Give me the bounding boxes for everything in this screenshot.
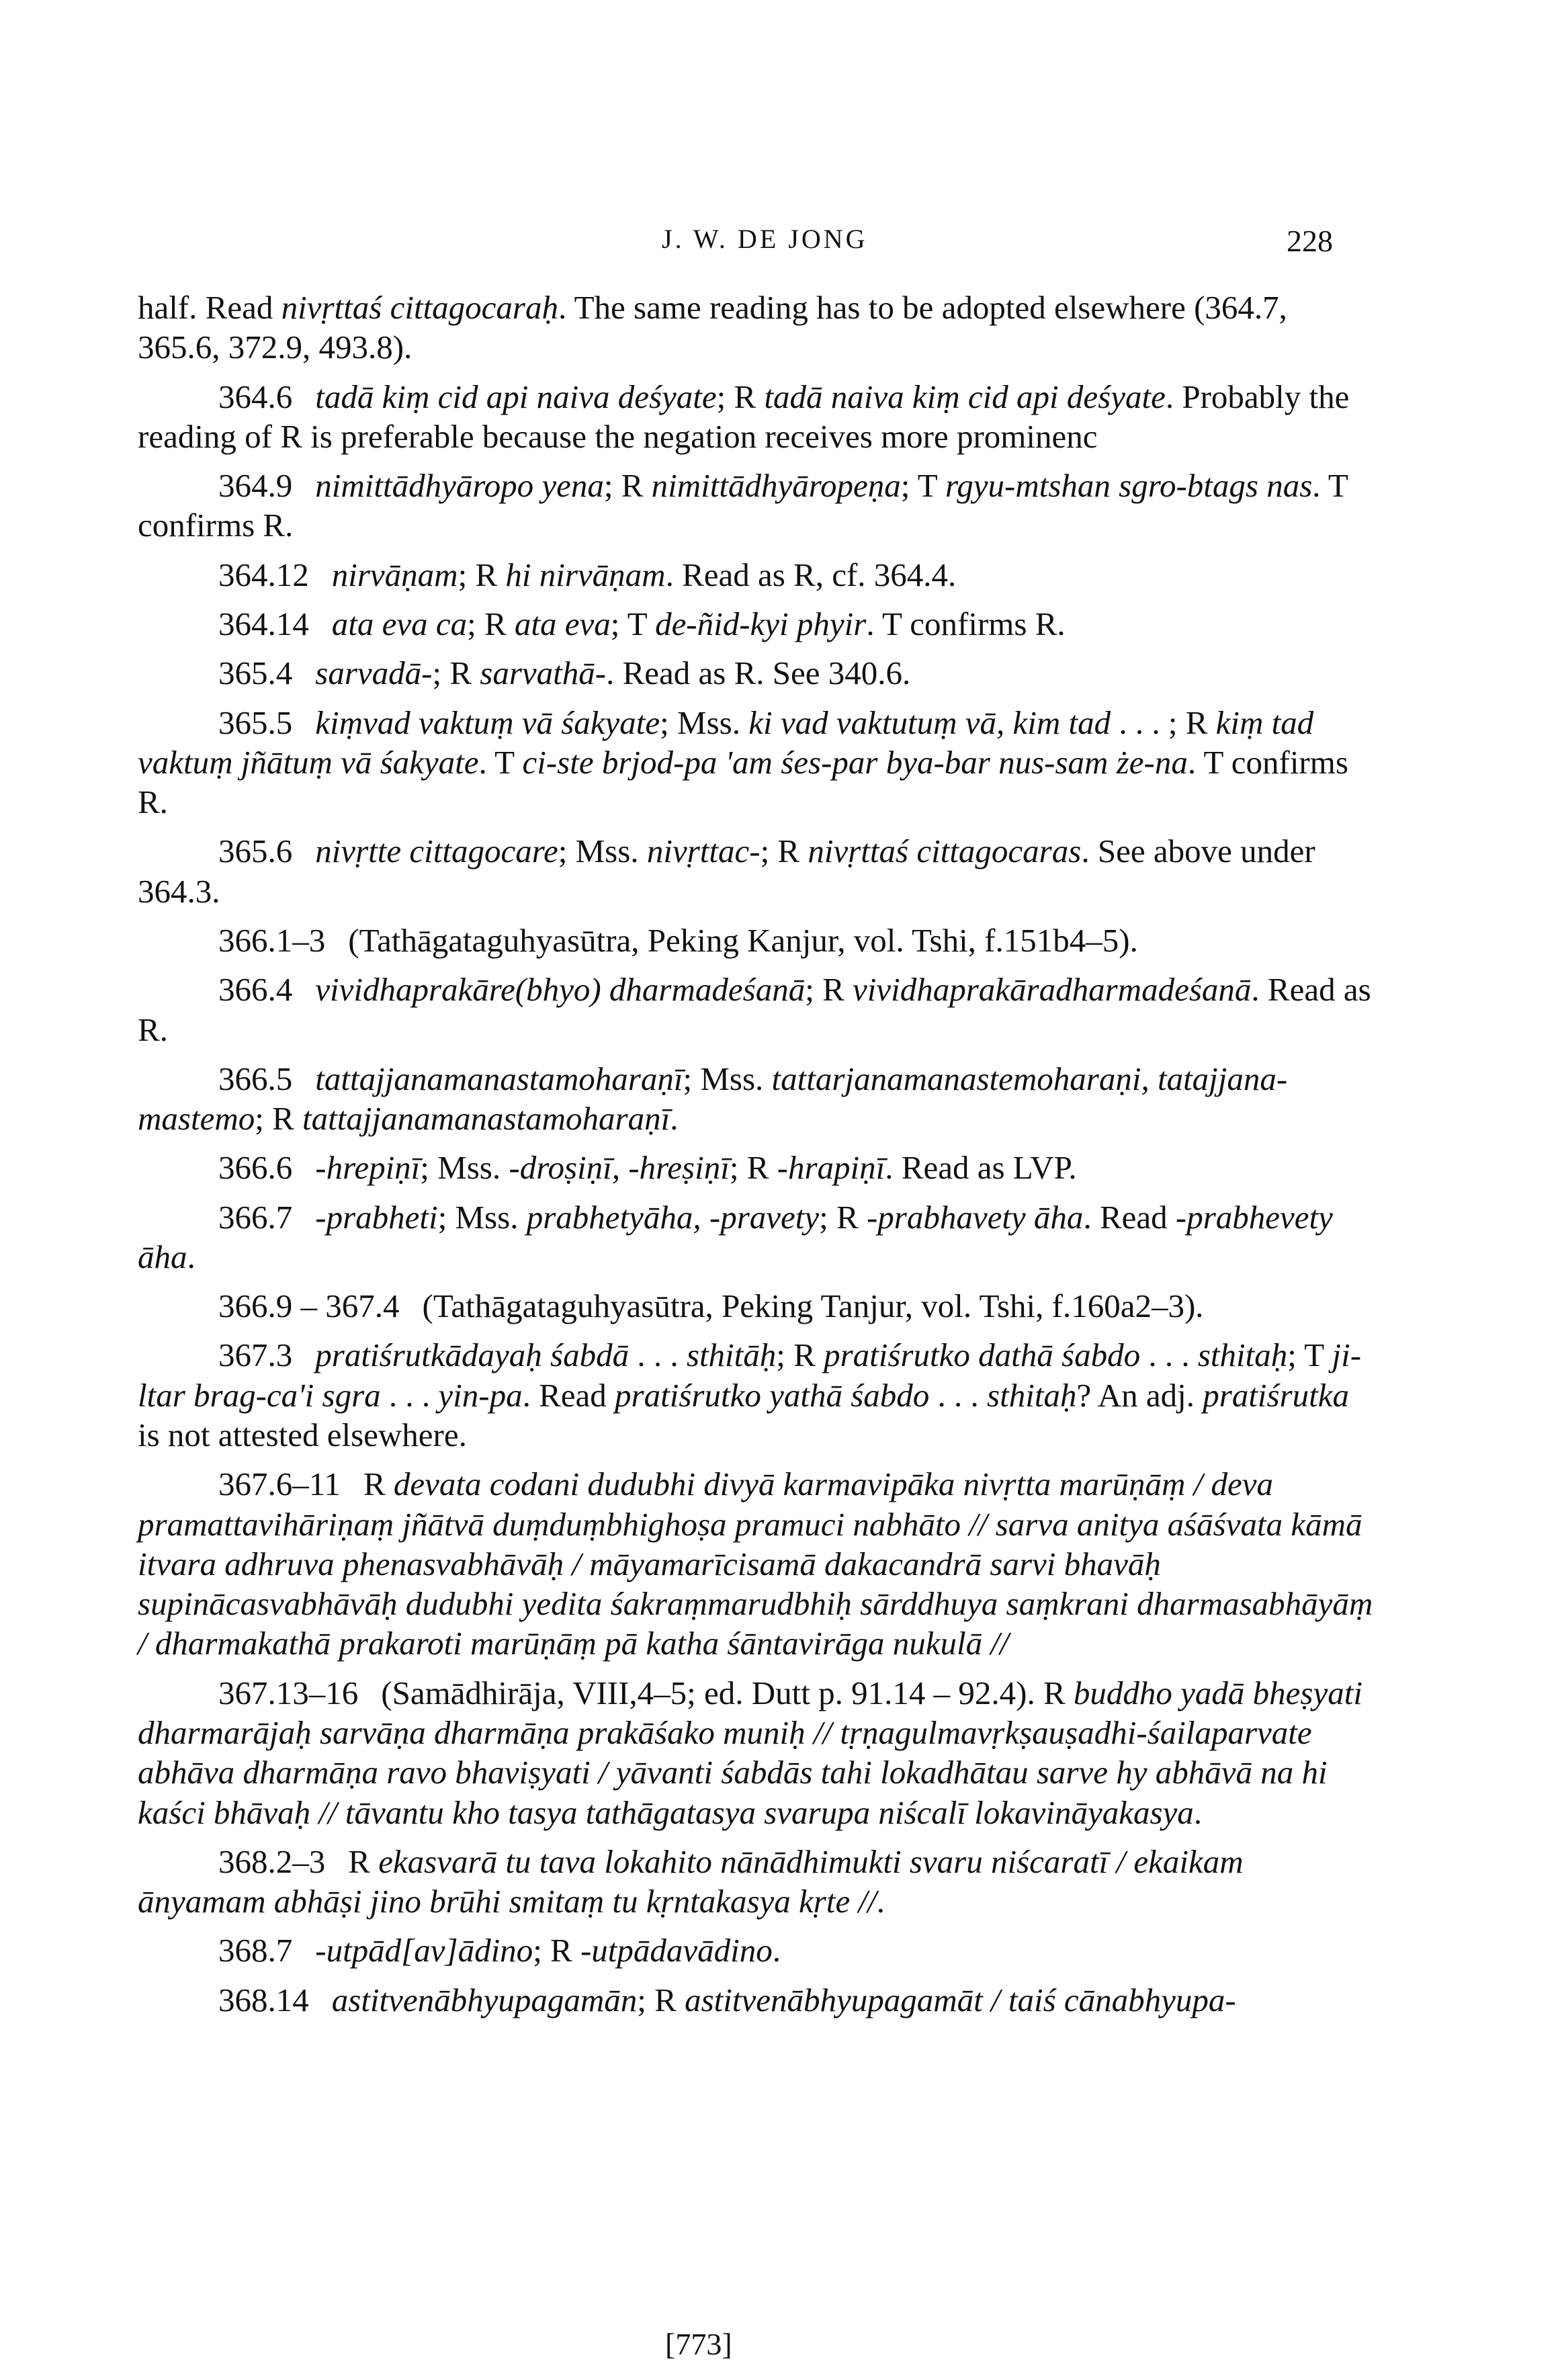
italic-text: astitvenābhyupagamān [331, 1981, 638, 2018]
note-entry [138, 1930, 1374, 1970]
italic-text: nirvāṇam [331, 556, 458, 593]
note-reference: 366.1–3 [218, 921, 326, 959]
note-reference: 368.14 [218, 1981, 309, 2018]
text-run: . T confirms R. [138, 467, 1348, 544]
running-header-author: J. W. DE JONG [662, 224, 868, 254]
note-entry [138, 604, 1374, 644]
text-run: . Read as R. [138, 971, 1371, 1048]
italic-text: vividhaprakāre(bhyo) dharmadeśanā [315, 971, 806, 1009]
text-run: is not attested elsewhere. [138, 1416, 467, 1454]
italic-text: astitvenābhyupagamāt / taiś cānabhyupa- [685, 1981, 1236, 2018]
italic-text: nivṛttac- [646, 833, 761, 870]
note-reference: 367.3 [218, 1336, 293, 1374]
italic-text: yin-pa [438, 1376, 523, 1414]
italic-text: ekasvarā tu tava lokahito nānādhimukti svaru niścaratī / ekaikam ānyamam abhāṣi jino brūhi smitaṃ tu kṛntakasya kṛte // [138, 1842, 1244, 1920]
note-reference: 367.13–16 [218, 1674, 359, 1711]
italic-text: kiṃ tad vaktuṃ jñātuṃ vā śakyate [138, 704, 1314, 781]
italic-text: sarvathā- [480, 654, 607, 692]
text-run: ; T [900, 467, 946, 505]
text-run: ; R [776, 1336, 824, 1374]
note-reference: 366.4 [218, 971, 293, 1009]
text-run: . . . [929, 1376, 988, 1414]
text-run: ; T [1287, 1336, 1332, 1374]
text-run: R [348, 1842, 379, 1880]
text-run: . Read as LVP. [885, 1149, 1077, 1187]
italic-text: tattajjanamanastamoharaṇī [302, 1100, 670, 1138]
note-entry [138, 466, 1374, 546]
note-entry [138, 1980, 1374, 2020]
note-entry [138, 1335, 1374, 1455]
text-run: ; T [610, 605, 656, 642]
italic-text: de-ñid-kyi phyir [655, 605, 867, 642]
text-run: ; R [603, 467, 652, 505]
italic-text: sthitaḥ [1197, 1336, 1288, 1374]
text-run: . Read as R. See 340.6. [606, 654, 911, 692]
text-run: . T confirms R. [138, 743, 1348, 821]
text-run: . [1193, 1793, 1203, 1831]
text-run: ; R [805, 971, 853, 1009]
text-run: . [876, 1883, 885, 1920]
note-entry [138, 970, 1374, 1050]
italic-text: nivṛtte cittagocare [315, 833, 558, 870]
italic-text: devata codani dudubhi divyā karmavipāka nivṛtta marūṇāṃ / deva pramattavihāriṇaṃ jñātvā duṃduṃbhighoṣa pramuci nabhāto // sarva anitya aśāśvata kāmā itvara adhruva phenasvabhāvāḥ / māyamarīcisamā dakacandrā sarvi bhavāḥ supinācasvabhāvāḥ dudubhi yedita śakraṃmarudbhiḥ sārddhuya saṃkrani dharmasabhāyāṃ / dharmakathā prakaroti marūṇāṃ pā katha śāntavirāga nukulā // [138, 1465, 1373, 1662]
paragraph-continuation [138, 288, 1374, 368]
note-reference: 365.5 [218, 704, 293, 741]
italic-text: buddho yadā bheṣyati dharmarājaḥ sarvāṇa dharmāṇa prakāśako muniḥ // tṛṇagulmavṛkṣauṣadhi-śailaparvate abhāva dharmāṇa ravo bhaviṣyati / yāvanti śabdās tahi lokadhātau sarve hy abhāvā na hi kaści bhāvaḥ // tāvantu kho tasya tathāgatasya svarupa niścalī lokavināyakasya [138, 1674, 1362, 1831]
note-reference: 366.5 [218, 1060, 293, 1097]
note-entry [138, 703, 1374, 822]
note-entry [138, 1148, 1374, 1187]
italic-text: ata eva [514, 605, 611, 642]
italic-text: -droṣiṇī, -hreṣiṇī [509, 1149, 730, 1187]
text-run: ; Mss. [437, 1198, 527, 1236]
text-run: ; Mss. [420, 1149, 509, 1187]
text-run: ; Mss. [683, 1060, 772, 1097]
text-run: half. Read [138, 289, 281, 326]
note-entry [138, 377, 1374, 457]
note-reference: 365.6 [218, 833, 293, 870]
text-run: ; R [467, 605, 515, 642]
italic-text: -prabheti [315, 1198, 438, 1236]
italic-text: sarvadā- [315, 654, 433, 692]
italic-text: kiṃvad vaktuṃ vā śakyate [315, 704, 660, 741]
text-run: . Read [1083, 1198, 1176, 1236]
text-run: . [670, 1100, 679, 1138]
text-run: ; R [458, 556, 506, 593]
italic-text: hi nirvāṇam [505, 556, 666, 593]
italic-text: sthitāḥ [686, 1336, 777, 1374]
text-run: (Tathāgataguhyasūtra, Peking Tanjur, vol. Tshi, f.160a2–3). [422, 1287, 1204, 1325]
italic-text: pratiśrutka [1203, 1376, 1350, 1414]
note-reference: 368.7 [218, 1932, 293, 1969]
italic-text: nimittādhyāropo yena [315, 467, 604, 505]
text-run: . . . [629, 1336, 687, 1374]
text-run: . Read as R, cf. 364.4. [665, 556, 957, 593]
text-run: . [187, 1238, 196, 1275]
italic-text: sthitaḥ [987, 1376, 1077, 1414]
italic-text: rgyu-mtshan sgro-btags nas [945, 467, 1313, 505]
text-run: . . . ; R [1111, 704, 1216, 741]
italic-text: -utpād[av]ādino [315, 1932, 533, 1969]
text-run: R [363, 1465, 394, 1503]
note-reference: 368.2–3 [218, 1842, 326, 1880]
note-entry [138, 921, 1374, 960]
text-run: ; R [760, 833, 808, 870]
italic-text: ci-ste brjod-pa 'am śes-par bya-bar nus-sam że-na [522, 743, 1188, 781]
italic-text: tattajjanamanastamoharaṇī [315, 1060, 683, 1097]
italic-text: nimittādhyāropeṇa [651, 467, 901, 505]
text-run: . The same reading has to be adopted elsewhere (364.7, 365.6, 372.9, 493.8). [138, 289, 1287, 366]
text-run: . See above under 364.3. [138, 833, 1315, 910]
text-run: . T [478, 743, 523, 781]
text-run: (Samādhirāja, VIII,4–5; ed. Dutt p. 91.14 – 92.4). R [381, 1674, 1074, 1711]
text-run: ; R [432, 654, 480, 692]
note-entry [138, 1842, 1374, 1922]
italic-text: -prabhavety āha [866, 1198, 1084, 1236]
note-reference: 364.6 [218, 378, 293, 415]
text-run: ; R [729, 1149, 777, 1187]
text-run: ; Mss. [558, 833, 647, 870]
italic-text: nivṛttaś cittagocaraḥ [281, 289, 558, 326]
text-run: ; R [255, 1100, 303, 1138]
text-run: ; R [533, 1932, 580, 1969]
note-reference: 367.6–11 [218, 1465, 341, 1503]
text-run: ? An adj. [1076, 1376, 1203, 1414]
italic-text: pratiśrutko yathā śabdo [615, 1376, 930, 1414]
folio-number: [773] [665, 2327, 732, 2361]
italic-text: pratiśrutko dathā śabdo [824, 1336, 1141, 1374]
text-run: ; R [637, 1981, 685, 2018]
italic-text: ji-ltar brag-ca'i sgra [138, 1336, 1362, 1414]
note-entry [138, 1197, 1374, 1277]
text-run: (Tathāgataguhyasūtra, Peking Kanjur, vol. Tshi, f.151b4–5). [348, 921, 1138, 959]
note-reference: 364.12 [218, 556, 309, 593]
text-run: . . . [380, 1376, 439, 1414]
text-run: ; R [716, 378, 765, 415]
note-entry [138, 831, 1374, 911]
italic-text: tattarjanamanastemoharaṇi, tatajjana-mastemo [138, 1060, 1288, 1138]
italic-text: -hrapiṇī [777, 1149, 885, 1187]
italic-text: pratiśrutkādayaḥ śabdā [315, 1336, 630, 1374]
body-text [138, 288, 1374, 2029]
italic-text: -utpādavādino [580, 1932, 773, 1969]
note-entry [138, 653, 1374, 693]
text-run: . T confirms R. [866, 605, 1066, 642]
italic-text: prabhetyāha, -pravety [526, 1198, 820, 1236]
note-reference: 366.6 [218, 1149, 293, 1187]
italic-text: tadā naiva kiṃ cid api deśyate [764, 378, 1166, 415]
text-run: . Probably the reading of R is preferable because the negation receives more prominenc [138, 378, 1350, 455]
note-entry [138, 1286, 1374, 1326]
italic-text: vividhaprakāradharmadeśanā [853, 971, 1252, 1009]
note-reference: 366.7 [218, 1198, 293, 1236]
text-run: . [772, 1932, 781, 1969]
note-reference: 365.4 [218, 654, 293, 692]
italic-text: nivṛttaś cittagocaras [808, 833, 1082, 870]
note-entry [138, 1673, 1374, 1832]
note-reference: 364.9 [218, 467, 293, 505]
italic-text: -prabhevety āha [138, 1198, 1333, 1275]
note-entry [138, 1464, 1374, 1663]
text-run: . Read [522, 1376, 615, 1414]
note-reference: 366.9 – 367.4 [218, 1287, 400, 1325]
note-reference: 364.14 [218, 605, 309, 642]
italic-text: ki vad vaktutuṃ vā, kim tad [748, 704, 1111, 741]
note-entry [138, 1059, 1374, 1139]
text-run: . . . [1140, 1336, 1198, 1374]
italic-text: ata eva ca [331, 605, 468, 642]
italic-text: tadā kiṃ cid api naiva deśyate [315, 378, 717, 415]
text-run: ; R [819, 1198, 867, 1236]
page-number: 228 [1287, 224, 1333, 258]
text-run: ; Mss. [660, 704, 749, 741]
italic-text: -hrepiṇī [315, 1149, 421, 1187]
note-entry [138, 555, 1374, 595]
